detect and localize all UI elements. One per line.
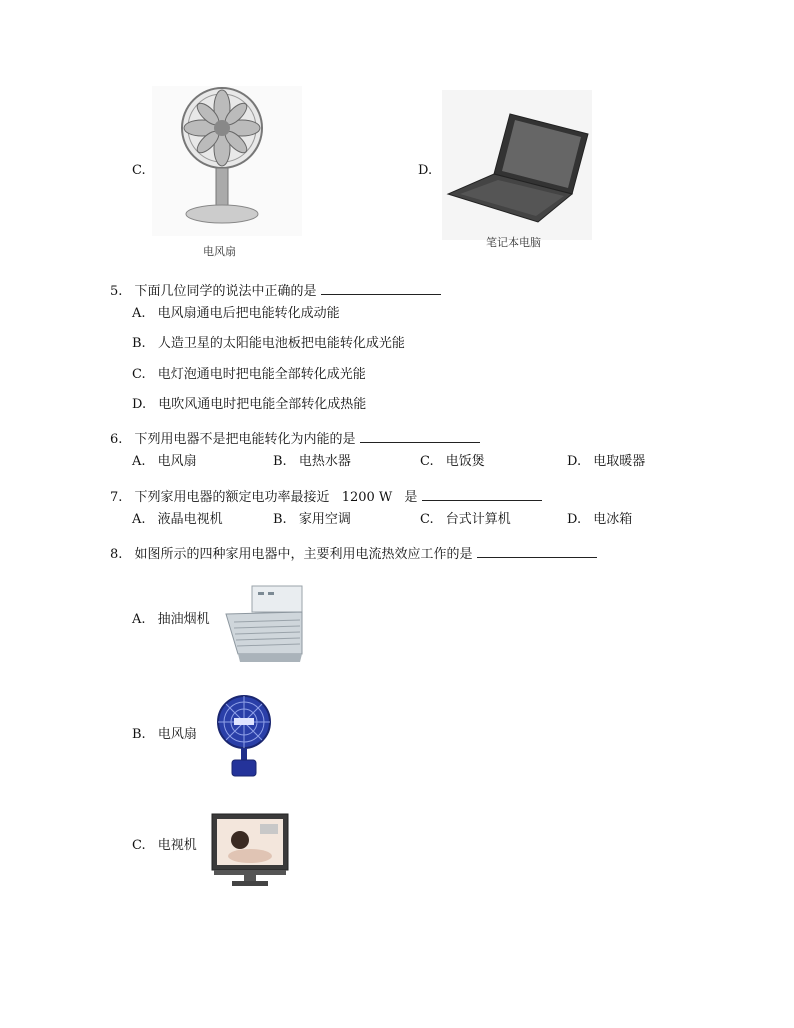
q6-option-a	[132, 453, 197, 471]
desk-fan-image	[152, 86, 302, 256]
option-text: 电灯泡通电时把电能全部转化成光能	[157, 367, 366, 382]
option-text: 人造卫星的太阳能电池板把电能转化成光能	[157, 336, 405, 351]
question-number: 8.	[110, 547, 123, 562]
question-5	[110, 280, 441, 301]
option-label: A.	[132, 512, 146, 527]
option-label: B.	[132, 727, 146, 742]
q5-option-d	[132, 396, 366, 414]
option-label: B.	[273, 512, 287, 527]
laptop-image	[442, 90, 592, 250]
laptop-caption: 笔记本电脑	[486, 236, 541, 249]
option-label: C.	[420, 454, 434, 469]
q5-option-a	[132, 305, 340, 323]
option-text: 电取暖器	[593, 454, 646, 469]
option-text: 电视机	[157, 838, 197, 853]
q7-option-d	[567, 511, 632, 529]
option-c-label: C.	[132, 163, 146, 178]
q7-option-a	[132, 511, 223, 529]
question-stem: 下列家用电器的额定电功率最接近	[134, 490, 330, 505]
question-stem: 下列用电器不是把电能转化为内能的是	[134, 432, 356, 447]
fan-caption: 电风扇	[203, 245, 236, 258]
q5-option-b	[132, 335, 405, 353]
option-text: 电饭煲	[445, 454, 485, 469]
option-text: 液晶电视机	[157, 512, 223, 527]
q5-option-c	[132, 366, 366, 384]
question-8	[110, 543, 597, 564]
question-stem: 下面几位同学的说法中正确的是	[134, 284, 317, 299]
q6-option-d	[567, 453, 645, 471]
question-suffix: 是	[404, 490, 418, 505]
option-text: 电风扇	[157, 727, 197, 742]
q8-option-c	[132, 837, 197, 855]
option-label: C.	[420, 512, 434, 527]
option-label: B.	[132, 336, 146, 351]
option-label: D.	[567, 454, 582, 469]
range-hood-image	[222, 584, 304, 664]
option-label: A.	[132, 454, 146, 469]
question-stem: 如图所示的四种家用电器中，主要利用电流热效应工作的是	[134, 547, 473, 562]
option-text: 电吹风通电时把电能全部转化成热能	[158, 397, 367, 412]
option-label: C.	[132, 367, 146, 382]
answer-blank[interactable]	[360, 428, 480, 443]
q8-option-a	[132, 611, 210, 629]
q6-option-c	[420, 453, 485, 471]
option-label: D.	[132, 397, 147, 412]
option-label: D.	[567, 512, 582, 527]
option-text: 电冰箱	[593, 512, 633, 527]
question-number: 7.	[110, 490, 123, 505]
option-d-label: D.	[418, 163, 433, 178]
tv-image	[210, 812, 290, 888]
option-text: 电风扇	[157, 454, 197, 469]
answer-blank[interactable]	[321, 280, 441, 295]
option-text: 抽油烟机	[157, 612, 210, 627]
question-7	[110, 486, 542, 507]
option-label: A.	[132, 306, 146, 321]
power-value: 1200 W	[341, 490, 393, 505]
option-text: 家用空调	[298, 512, 351, 527]
q8-option-b	[132, 726, 197, 744]
question-number: 6.	[110, 432, 123, 447]
option-label: A.	[132, 612, 146, 627]
option-text: 电风扇通电后把电能转化成动能	[157, 306, 340, 321]
question-6	[110, 428, 480, 449]
q7-option-b	[273, 511, 351, 529]
option-text: 电热水器	[298, 454, 351, 469]
q7-option-c	[420, 511, 511, 529]
option-label: C.	[132, 838, 146, 853]
blue-fan-image	[216, 694, 272, 780]
option-label: B.	[273, 454, 287, 469]
question-number: 5.	[110, 284, 123, 299]
q6-option-b	[273, 453, 351, 471]
option-text: 台式计算机	[445, 512, 511, 527]
answer-blank[interactable]	[422, 486, 542, 501]
answer-blank[interactable]	[477, 543, 597, 558]
